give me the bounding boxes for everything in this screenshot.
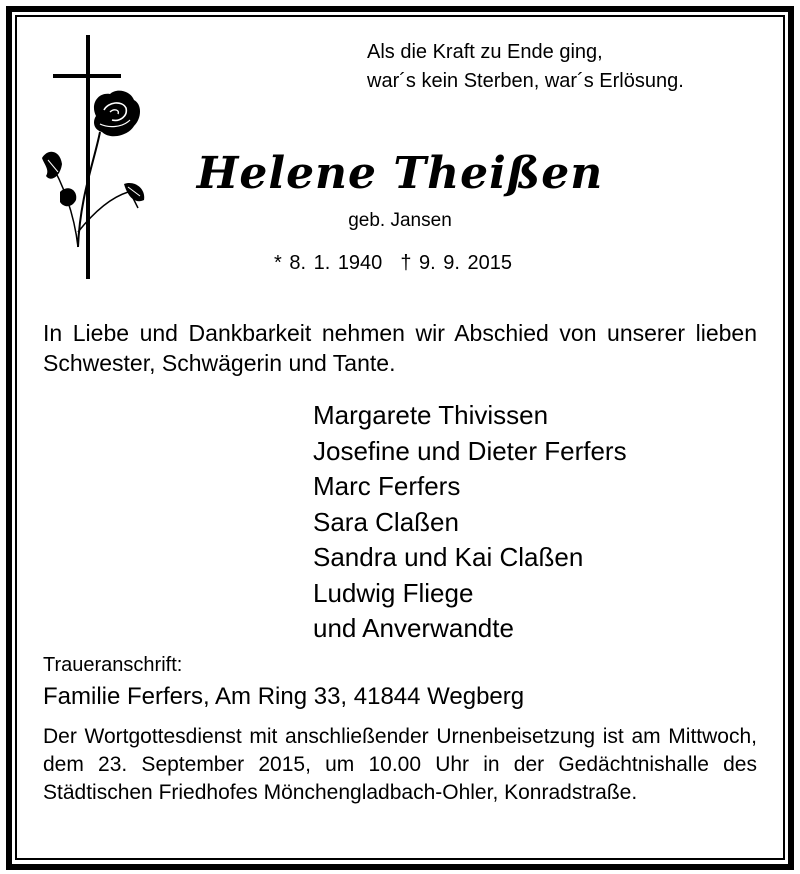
mourner-name: Sandra und Kai Claßen [313, 542, 584, 572]
mourner-name: Margarete Thivissen [313, 400, 549, 430]
motto-line-1: Als die Kraft zu Ende ging, [367, 41, 603, 63]
mourner-name: Sara Claßen [313, 506, 459, 537]
birth-date: * 8. 1. 1940 [274, 252, 383, 274]
deceased-name: Helene Theißen [196, 148, 604, 199]
mourner-name: Ludwig Fliege [313, 577, 474, 608]
intro-text: In Liebe und Dankbarkeit nehmen wir Abschied von unserer lieben Schwester, Schwägerin und Tante. [43, 320, 757, 376]
service-info: Der Wortgottesdienst mit anschließender Urnenbeisetzung ist am Mittwoch, dem 23. September 2015, um 10.00 Uhr in der Gedächtnishalle des Städtischen Friedhofes Mönchengladbach-Ohler, Konradstraße. [43, 725, 757, 804]
mourner-name: und Anverwandte [313, 613, 514, 643]
maiden-name: geb. Jansen [348, 210, 452, 231]
address-label: Traueranschrift: [43, 654, 183, 676]
death-date: † 9. 9. 2015 [400, 252, 512, 274]
mourner-name: Marc Ferfers [313, 471, 461, 501]
address-value: Familie Ferfers, Am Ring 33, 41844 Wegberg [43, 683, 525, 710]
mourner-name: Josefine und Dieter Ferfers [313, 435, 627, 466]
mourners-list [313, 398, 627, 647]
life-dates [274, 252, 512, 275]
motto-line-2: war´s kein Sterben, war´s Erlösung. [367, 70, 684, 92]
motto [367, 38, 684, 96]
